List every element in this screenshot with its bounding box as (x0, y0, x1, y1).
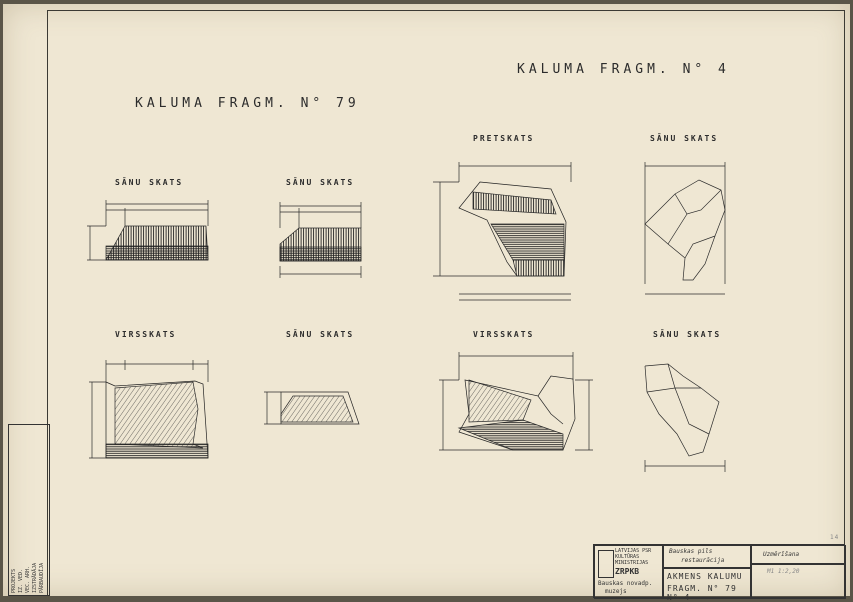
header-right-cell (750, 545, 846, 565)
view-label-sanu-skats-1: SĀNU SKATS (115, 178, 184, 187)
org-line-1: LATVIJAS PSR (615, 548, 652, 554)
org-logo (598, 550, 614, 578)
fragment4-side-view-3 (645, 162, 725, 294)
fragment79-top-view (89, 360, 208, 458)
fragment79-side-view-2 (280, 202, 361, 278)
org-line-3: MINISTRIJAS (615, 560, 649, 566)
project-line-2: restaurācija (681, 557, 725, 564)
revision-row-1: PROJEKTS (11, 568, 17, 593)
view-label-sanu-skats-3: SĀNU SKATS (650, 134, 719, 143)
org-cell (594, 545, 664, 599)
revision-block (8, 424, 50, 596)
revision-row-2: IZ. VED. (18, 568, 24, 593)
drawing-line-1: AKMENS KALUMU (667, 572, 743, 581)
fragment4-top-view (439, 352, 593, 450)
project-line-1: Bauskas pils (669, 548, 713, 555)
view-label-sanu-skats-5: SĀNU SKATS (653, 330, 722, 339)
header-right: Uzmērīšana (763, 551, 800, 558)
view-label-pretskats: PRETSKATS (473, 134, 535, 143)
view-label-virsskats-1: VIRSSKATS (115, 330, 177, 339)
org-name: ZRPKB (615, 567, 640, 576)
technical-drawings (3, 4, 850, 596)
revision-row-5: PĀRBAUDĪJA (39, 562, 45, 593)
date-cell (750, 563, 846, 599)
org-line-2: KULTŪRAS (615, 554, 640, 560)
client-line-2: muzejs (605, 588, 627, 595)
fragment4-front-view (433, 162, 571, 300)
fragment79-side-view-4 (264, 392, 359, 424)
drawing-title-cell (662, 567, 752, 602)
scale-date: M1 1:2,20 (767, 568, 800, 575)
drawing-line-2: FRAGM. N° 79 N° 4 (667, 584, 737, 602)
sheet-number: 14 (830, 534, 840, 541)
revision-row-4: IZSTRĀDĀJA (32, 562, 38, 593)
view-label-virsskats-2: VIRSSKATS (473, 330, 535, 339)
view-label-sanu-skats-4: SĀNU SKATS (286, 330, 355, 339)
project-cell (662, 545, 752, 569)
title-fragment-4: KALUMA FRAGM. N° 4 (517, 62, 730, 77)
title-block (593, 544, 845, 602)
fragment79-side-view-1 (87, 200, 208, 260)
view-label-sanu-skats-2: SĀNU SKATS (286, 178, 355, 187)
revision-row-3: VEC. ARH. (25, 565, 31, 593)
client-line-1: Bauskas novadp. (598, 580, 653, 587)
fragment4-side-view-5 (645, 364, 725, 472)
title-fragment-79: KALUMA FRAGM. N° 79 (135, 96, 360, 111)
drawing-sheet (3, 4, 850, 602)
